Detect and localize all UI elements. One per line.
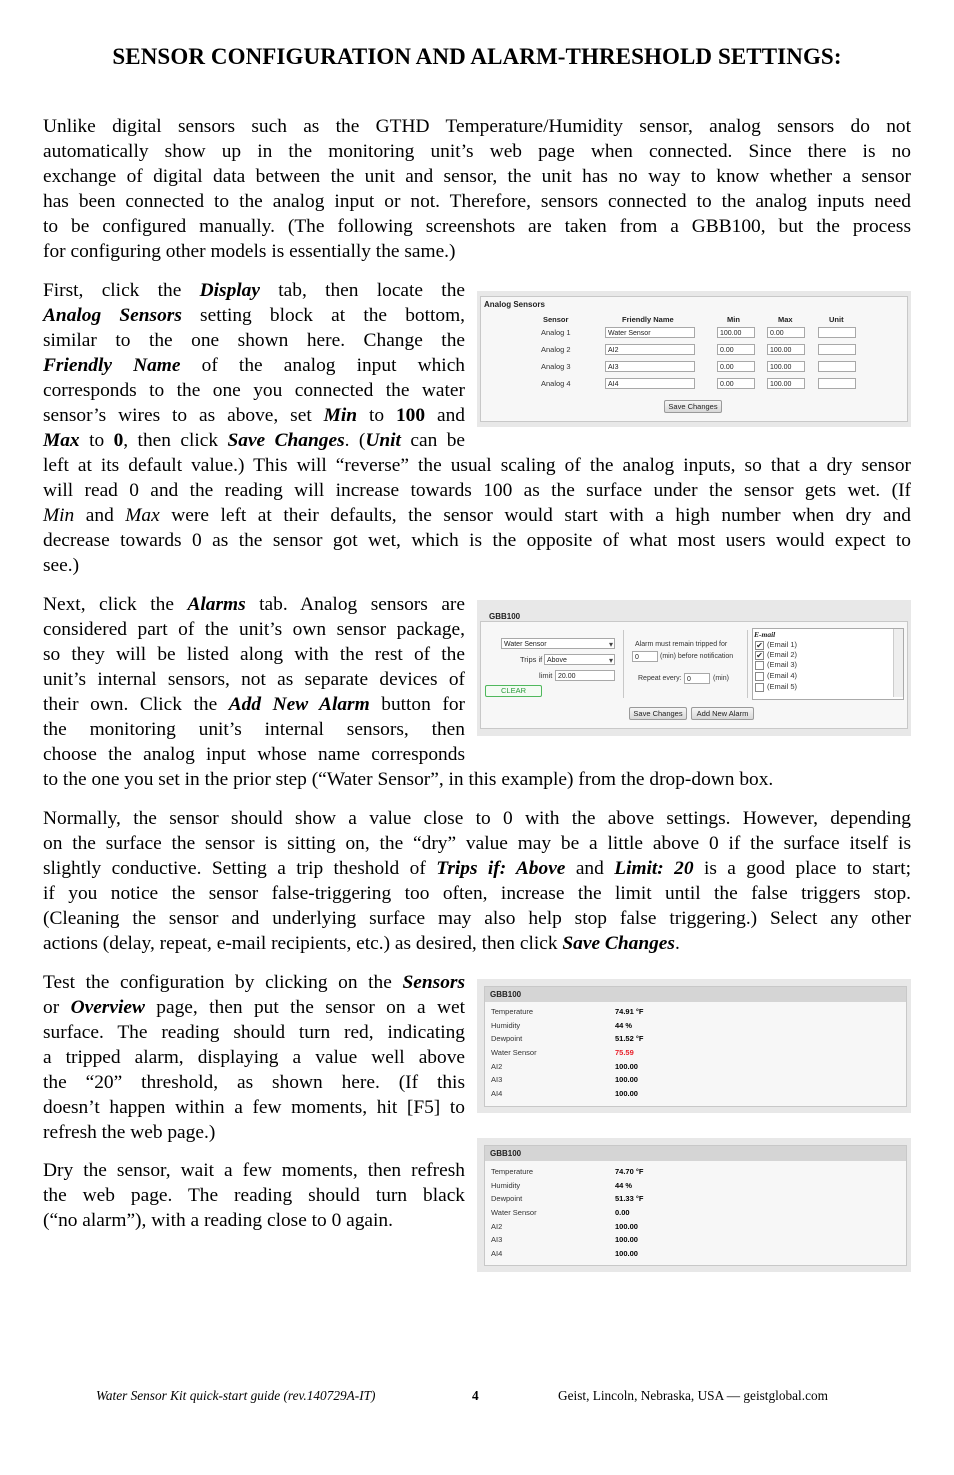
unit-input[interactable]	[818, 361, 856, 372]
analog-sensors-screenshot: Analog Sensors Sensor Friendly Name Min Max Unit Analog 1 Water Sensor 100.00 0.00 Analog 2 AI2 0.00 100.00 Analog 3 AI3 0.00 100.00 Analog 4 AI4 0.00 100.00 Save Changes	[477, 291, 911, 427]
footer-title: Water Sensor Kit quick-start guide (rev.140729A-IT)	[96, 1388, 376, 1403]
max-input[interactable]: 100.00	[767, 378, 805, 389]
friendly-name-input[interactable]: AI3	[605, 361, 695, 372]
text-line: for configuring other models is essentially the same.)	[43, 241, 456, 262]
min-input[interactable]: 100.00	[717, 327, 755, 338]
friendly-name-input[interactable]: Water Sensor	[605, 327, 695, 338]
alarm-sensor-select[interactable]: Water Sensor ▾	[501, 638, 615, 649]
alarm-value: 75.59	[615, 1048, 634, 1057]
unit-input[interactable]	[818, 378, 856, 389]
email-checkbox[interactable]: (Email 5)	[755, 682, 797, 692]
min-input[interactable]: 0.00	[717, 361, 755, 372]
email-checkbox[interactable]: (Email 3)	[755, 660, 797, 670]
limit-input[interactable]: 20.00	[555, 670, 615, 681]
display-tab-paragraph: First, click the Display tab, then locate the Analog Sensors setting block at the bottom, similar to the one shown here. Change the Friendly Name of the analog input which corresponds to the one you connected the water sensor’s wires to as above, set Min to 100 and Max to 0, then click Save Changes. (Unit can be	[43, 280, 466, 451]
unit-input[interactable]	[818, 327, 856, 338]
panel-title: GBB100	[489, 612, 521, 621]
text-line: Unlike digital sensors such as the GTHD Temperature/Humidity sensor, analog sensors do not	[43, 116, 911, 137]
add-new-alarm-button[interactable]: Add New Alarm	[691, 707, 754, 720]
save-changes-button[interactable]: Save Changes	[629, 707, 687, 720]
sensors-dry-screenshot: GBB100 Temperature 74.70 °F Humidity 44 % Dewpoint 51.33 °F Water Sensor 0.00 AI2 100.00 AI3 100.00 AI4 100.00	[477, 1138, 911, 1272]
save-changes-button[interactable]: Save Changes	[664, 400, 722, 413]
panel-title: GBB100	[490, 1149, 522, 1158]
sensors-wet-screenshot: GBB100 Temperature 74.91 °F Humidity 44 % Dewpoint 51.52 °F Water Sensor 75.59 AI2 100.00 AI3 100.00 AI4 100.00	[477, 979, 911, 1113]
alarms-tab-paragraph-cont: to the one you set in the prior step (“Water Sensor”, in this example) from the drop-down box.	[43, 769, 774, 790]
repeat-input[interactable]: 0	[684, 673, 710, 684]
dry-paragraph: Dry the sensor, wait a few moments, then refresh the web page. The reading should turn black (“no alarm”), with a reading close to 0 again.	[43, 1160, 465, 1231]
max-input[interactable]: 0.00	[767, 327, 805, 338]
footer-company: Geist, Lincoln, Nebraska, USA — geistglobal.com	[558, 1388, 828, 1403]
max-input[interactable]: 100.00	[767, 344, 805, 355]
intro-paragraph	[43, 114, 911, 264]
text-line: exchange of digital data between the unit and sensor, the unit has no way to know whether a sensor	[43, 166, 911, 187]
trips-if-select[interactable]: Above ▾	[544, 654, 615, 665]
text-line: to be configured manually. (The following screenshots are taken from a GBB100, but the process	[43, 216, 911, 237]
email-checkbox[interactable]: ✔ (Email 1)	[756, 640, 798, 650]
display-tab-paragraph-cont: left at its default value.) This will “reverse” the usual scaling of the analog inputs, so that a dry sensor will read 0 and the reading will increase towards 100 as the surface under the sensor gets wet. (If Min and Max were left at their defaults, the sensor would start with a high number when dry and decrease towards 0 as the sensor got wet, which is the opposite of what most users would expect to see.)	[43, 455, 911, 576]
test-paragraph: Test the configuration by clicking on the Sensors or Overview page, then put the sensor on a wet surface. The reading should turn red, indicating a tripped alarm, displaying a value well above the “20” threshold, as shown here. (If this doesn’t happen within a few moments, hit [F5] to refresh the web page.)	[43, 972, 465, 1143]
min-input[interactable]: 0.00	[717, 344, 755, 355]
max-input[interactable]: 100.00	[767, 361, 805, 372]
min-input[interactable]: 0.00	[717, 378, 755, 389]
page-heading: SENSOR CONFIGURATION AND ALARM-THRESHOLD SETTINGS:	[112, 44, 842, 69]
friendly-name-input[interactable]: AI4	[605, 378, 695, 389]
alarms-tab-paragraph: Next, click the Alarms tab. Analog sensors are considered part of the unit’s own sensor package, so they will be listed along with the rest of the unit’s internal sensors, not as separate devices of their own. Click the Add New Alarm button for the monitoring unit’s internal sensors, then choose the analog input whose name corresponds	[43, 594, 465, 765]
email-list[interactable]: E-mail ✔ (Email 1) ✔ (Email 2) (Email 3) (Email 4) (Email 5)	[752, 628, 904, 700]
delay-input[interactable]: 0	[632, 651, 658, 662]
page-number: 4	[472, 1388, 479, 1403]
text-line: automatically show up in the monitoring unit’s web page when connected. Since there is no	[43, 141, 911, 162]
threshold-paragraph: Normally, the sensor should show a value close to 0 with the above settings. However, depending on the surface the sensor is sitting on, the “dry” value may be a little above 0 if the surface itself is slightly conductive. Setting a trip theshold of Trips if: Above and Limit: 20 is a good place to start; if you notice the sensor false-triggering too often, increase the limit until the false triggers stop. (Cleaning the sensor and underlying surface may also help stop false triggering.) Select any other actions (delay, repeat, e-mail recipients, etc.) as desired, then click Save Changes.	[43, 808, 912, 954]
email-checkbox[interactable]: ✔ (Email 2)	[756, 650, 798, 660]
unit-input[interactable]	[818, 344, 856, 355]
alarm-config-screenshot: GBB100 Water Sensor ▾ Trips if Above ▾ limit 20.00 CLEAR Alarm must remain tripped for 0 (min) before notification Repeat every: 0 (min) E-mail ✔ (Email 1) ✔ (Email 2) (Email 3) (Email 4) (Email 5) Save Changes Add New Alarm	[477, 600, 911, 736]
email-checkbox[interactable]: (Email 4)	[755, 671, 797, 681]
text-line: has been connected to the analog input or not. Therefore, sensors connected to the analog inputs need	[43, 191, 911, 212]
friendly-name-input[interactable]: AI2	[605, 344, 695, 355]
email-scrollbar[interactable]	[893, 629, 903, 697]
panel-title: GBB100	[490, 990, 522, 999]
panel-title: Analog Sensors	[484, 300, 545, 309]
clear-button[interactable]: CLEAR	[485, 685, 542, 697]
